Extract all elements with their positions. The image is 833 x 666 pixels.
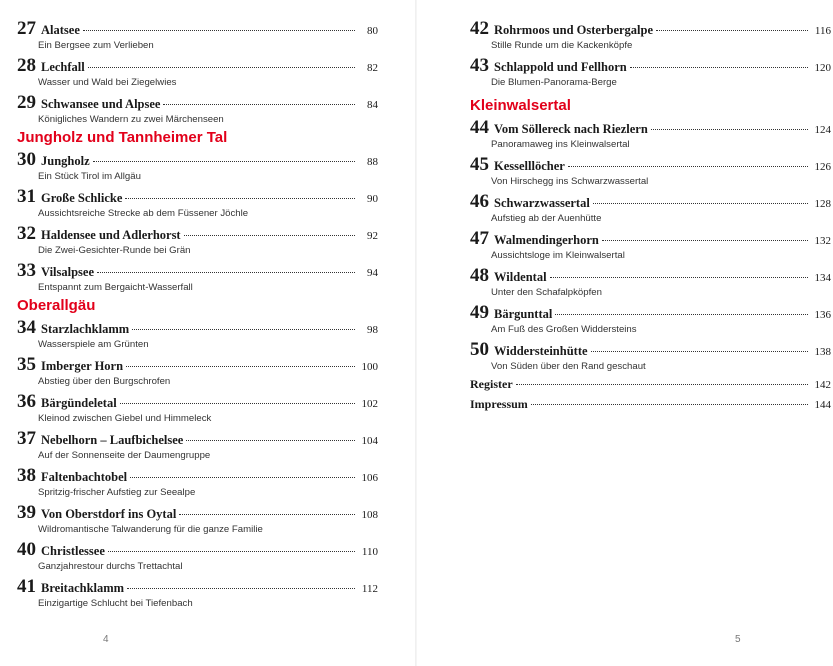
tour-page-number: 134	[814, 272, 831, 284]
left-page	[0, 0, 416, 666]
tour-title[interactable]: Kesselllöcher	[494, 159, 565, 173]
dot-leader	[186, 440, 355, 441]
tour-number: 38	[17, 465, 36, 486]
tour-number: 37	[17, 428, 36, 449]
toc-entry-line	[17, 391, 378, 412]
tour-title[interactable]: Von Oberstdorf ins Oytal	[41, 507, 177, 521]
tour-number: 44	[470, 117, 489, 138]
dot-leader	[127, 588, 355, 589]
dot-leader	[93, 161, 355, 162]
toc-entry-line	[17, 149, 378, 170]
section-heading: Jungholz und Tannheimer Tal	[17, 129, 228, 146]
appendix-entry-line	[470, 377, 831, 397]
dot-leader	[602, 240, 808, 241]
tour-page-number: 116	[814, 25, 831, 37]
tour-page-number: 102	[361, 398, 378, 410]
tour-subtitle: Spritzig-frischer Aufstieg zur Seealpe	[38, 487, 196, 498]
tour-number: 43	[470, 55, 489, 76]
tour-subtitle: Die Blumen-Panorama-Berge	[491, 77, 617, 88]
right-page	[416, 0, 833, 666]
toc-entry[interactable]	[17, 539, 378, 575]
tour-page-number: 98	[367, 324, 378, 336]
tour-subtitle: Die Zwei-Gesichter-Runde bei Grän	[38, 245, 191, 256]
tour-title[interactable]: Vilsalpsee	[41, 265, 95, 279]
dot-leader	[179, 514, 355, 515]
tour-page-number: 88	[367, 156, 378, 168]
toc-entry-line	[17, 18, 378, 39]
dot-leader	[184, 235, 355, 236]
toc-entry[interactable]	[17, 465, 378, 501]
tour-number: 41	[17, 576, 36, 597]
tour-subtitle: Aussichtsreiche Strecke ab dem Füssener Jöchle	[38, 208, 249, 219]
tour-page-number: 106	[361, 472, 378, 484]
tour-title[interactable]: Starzlachklamm	[41, 322, 130, 336]
toc-entry-line	[17, 55, 378, 76]
tour-subtitle: Einzigartige Schlucht bei Tiefenbach	[38, 598, 193, 609]
tour-subtitle: Aufstieg ab der Auenhütte	[491, 213, 602, 224]
dot-leader	[120, 403, 355, 404]
tour-title[interactable]: Große Schlicke	[41, 191, 123, 205]
tour-title[interactable]: Faltenbachtobel	[41, 470, 128, 484]
toc-entry-line	[470, 302, 831, 323]
tour-title[interactable]: Haldensee und Adlerhorst	[41, 228, 181, 242]
tour-number: 49	[470, 302, 489, 323]
dot-leader	[651, 129, 808, 130]
tour-number: 39	[17, 502, 36, 523]
appendix-entry[interactable]	[470, 397, 831, 417]
tour-page-number: 82	[367, 62, 378, 74]
tour-page-number: 124	[814, 124, 831, 136]
dot-leader	[591, 351, 808, 352]
tour-page-number: 100	[361, 361, 378, 373]
toc-entry[interactable]	[470, 265, 831, 301]
tour-subtitle: Am Fuß des Großen Widdersteins	[491, 324, 637, 335]
tour-subtitle: Entspannt zum Bergaicht-Wasserfall	[38, 282, 193, 293]
dot-leader	[516, 384, 808, 385]
tour-number: 31	[17, 186, 36, 207]
tour-title[interactable]: Rohrmoos und Osterbergalpe	[494, 23, 654, 37]
left-toc-column	[17, 18, 378, 613]
tour-number: 50	[470, 339, 489, 360]
toc-entry[interactable]	[17, 55, 378, 91]
toc-entry-line	[470, 18, 831, 39]
toc-entry-line	[17, 502, 378, 523]
tour-number: 35	[17, 354, 36, 375]
tour-title[interactable]: Bärgunttal	[494, 307, 553, 321]
toc-entry-line	[17, 428, 378, 449]
dot-leader	[568, 166, 808, 167]
toc-entry[interactable]	[17, 391, 378, 427]
toc-entry-line	[470, 191, 831, 212]
toc-entry-line	[470, 117, 831, 138]
tour-title[interactable]: Lechfall	[41, 60, 85, 74]
tour-title[interactable]: Jungholz	[41, 154, 90, 168]
tour-page-number: 92	[367, 230, 378, 242]
dot-leader	[83, 30, 355, 31]
toc-entry[interactable]	[470, 18, 831, 54]
tour-page-number: 120	[814, 62, 831, 74]
tour-subtitle: Ein Bergsee zum Verlieben	[38, 40, 154, 51]
tour-page-number: 126	[814, 161, 831, 173]
dot-leader	[126, 366, 355, 367]
toc-entry[interactable]	[470, 117, 831, 153]
toc-entry[interactable]	[17, 260, 378, 296]
tour-title[interactable]: Christlessee	[41, 544, 105, 558]
appendix-title[interactable]: Register	[470, 377, 513, 391]
dot-leader	[555, 314, 808, 315]
toc-entry[interactable]	[470, 154, 831, 190]
tour-page-number: 110	[361, 546, 378, 558]
tour-subtitle: Wildromantische Talwanderung für die ganze Familie	[38, 524, 263, 535]
toc-entry-line	[470, 55, 831, 76]
tour-subtitle: Ganzjahrestour durchs Trettachtal	[38, 561, 183, 572]
tour-subtitle: Königliches Wandern zu zwei Märchenseen	[38, 114, 224, 125]
tour-page-number: 80	[367, 25, 378, 37]
appendix-page-number: 142	[814, 379, 831, 391]
toc-entry-line	[470, 228, 831, 249]
dot-leader	[97, 272, 355, 273]
tour-title[interactable]: Nebelhorn – Laufbichelsee	[41, 433, 184, 447]
appendix-title[interactable]: Impressum	[470, 397, 528, 411]
dot-leader	[130, 477, 355, 478]
toc-entry-line	[17, 260, 378, 281]
section-heading: Kleinwalsertal	[470, 97, 571, 114]
tour-title[interactable]: Wildental	[494, 270, 547, 284]
tour-title[interactable]: Widdersteinhütte	[494, 344, 588, 358]
tour-subtitle: Von Süden über den Rand geschaut	[491, 361, 646, 372]
tour-page-number: 112	[361, 583, 378, 595]
tour-subtitle: Panoramaweg ins Kleinwalsertal	[491, 139, 630, 150]
dot-leader	[630, 67, 808, 68]
dot-leader	[88, 67, 355, 68]
tour-number: 29	[17, 92, 36, 113]
tour-page-number: 136	[814, 309, 831, 321]
toc-entry[interactable]	[470, 228, 831, 264]
tour-number: 47	[470, 228, 489, 249]
toc-entry[interactable]	[17, 354, 378, 390]
toc-entry[interactable]	[17, 502, 378, 538]
tour-subtitle: Ein Stück Tirol im Allgäu	[38, 171, 141, 182]
toc-entry-line	[17, 354, 378, 375]
tour-number: 46	[470, 191, 489, 212]
tour-title[interactable]: Bärgündeletal	[41, 396, 117, 410]
dot-leader	[593, 203, 808, 204]
tour-page-number: 128	[814, 198, 831, 210]
toc-entry[interactable]	[17, 223, 378, 259]
toc-entry-line	[17, 223, 378, 244]
tour-page-number: 108	[361, 509, 378, 521]
tour-title[interactable]: Schwansee und Alpsee	[41, 97, 161, 111]
toc-entry-line	[17, 186, 378, 207]
tour-subtitle: Wasser und Wald bei Ziegelwies	[38, 77, 177, 88]
toc-entry-line	[17, 465, 378, 486]
tour-title[interactable]: Schwarzwassertal	[494, 196, 590, 210]
right-toc-column	[470, 18, 831, 417]
tour-number: 42	[470, 18, 489, 39]
appendix-entry[interactable]	[470, 377, 831, 397]
toc-entry[interactable]	[17, 18, 378, 54]
tour-page-number: 90	[367, 193, 378, 205]
appendix-entry-line	[470, 397, 831, 417]
toc-entry[interactable]	[17, 186, 378, 222]
tour-title[interactable]: Imberger Horn	[41, 359, 124, 373]
tour-page-number: 104	[361, 435, 378, 447]
dot-leader	[550, 277, 808, 278]
tour-title[interactable]: Alatsee	[41, 23, 80, 37]
toc-entry-line	[470, 265, 831, 286]
section-heading: Oberallgäu	[17, 297, 96, 314]
tour-number: 48	[470, 265, 489, 286]
toc-entry[interactable]	[470, 191, 831, 227]
page-number-left: 4	[103, 634, 109, 645]
toc-entry[interactable]	[470, 55, 831, 91]
toc-entry-line	[17, 92, 378, 113]
tour-subtitle: Stille Runde um die Kackenköpfe	[491, 40, 633, 51]
tour-page-number: 94	[367, 267, 378, 279]
toc-entry-line	[470, 339, 831, 360]
dot-leader	[125, 198, 355, 199]
tour-subtitle: Unter den Schafalpköpfen	[491, 287, 602, 298]
toc-entry[interactable]	[17, 576, 378, 612]
tour-number: 34	[17, 317, 36, 338]
tour-number: 36	[17, 391, 36, 412]
tour-subtitle: Aussichtsloge im Kleinwalsertal	[491, 250, 625, 261]
tour-subtitle: Auf der Sonnenseite der Daumengruppe	[38, 450, 211, 461]
tour-subtitle: Abstieg über den Burgschrofen	[38, 376, 171, 387]
toc-entry[interactable]	[17, 428, 378, 464]
tour-number: 40	[17, 539, 36, 560]
page-number-right: 5	[735, 634, 741, 645]
dot-leader	[163, 104, 355, 105]
tour-title[interactable]: Breitachklamm	[41, 581, 125, 595]
toc-entry-line	[17, 539, 378, 560]
dot-leader	[108, 551, 355, 552]
tour-subtitle: Von Hirschegg ins Schwarzwassertal	[491, 176, 649, 187]
toc-entry[interactable]	[470, 302, 831, 338]
appendix-list	[470, 377, 831, 417]
tour-title[interactable]: Walmendingerhorn	[494, 233, 599, 247]
tour-number: 45	[470, 154, 489, 175]
toc-entry-line	[470, 154, 831, 175]
appendix-page-number: 144	[814, 399, 831, 411]
toc-entry-line	[17, 576, 378, 597]
toc-entry[interactable]	[470, 339, 831, 375]
tour-page-number: 138	[814, 346, 831, 358]
dot-leader	[132, 329, 355, 330]
dot-leader	[656, 30, 808, 31]
tour-subtitle: Wasserspiele am Grünten	[38, 339, 149, 350]
tour-number: 27	[17, 18, 36, 39]
tour-number: 28	[17, 55, 36, 76]
tour-title[interactable]: Vom Söllereck nach Riezlern	[494, 122, 648, 136]
tour-subtitle: Kleinod zwischen Giebel und Himmeleck	[38, 413, 212, 424]
toc-entry-line	[17, 317, 378, 338]
dot-leader	[531, 404, 808, 405]
toc-entry[interactable]	[17, 149, 378, 185]
toc-entry[interactable]	[17, 317, 378, 353]
tour-number: 30	[17, 149, 36, 170]
tour-page-number: 132	[814, 235, 831, 247]
tour-page-number: 84	[367, 99, 378, 111]
tour-number: 32	[17, 223, 36, 244]
tour-title[interactable]: Schlappold und Fellhorn	[494, 60, 627, 74]
tour-number: 33	[17, 260, 36, 281]
toc-entry[interactable]	[17, 92, 378, 128]
